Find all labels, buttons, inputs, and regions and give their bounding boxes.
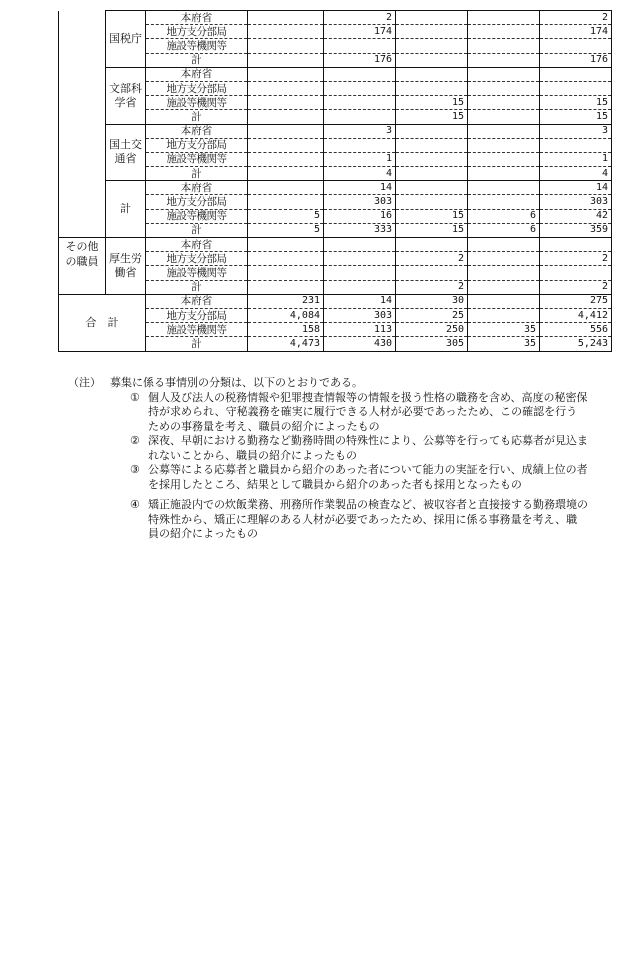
subcategory-cell: 地方支分部局 xyxy=(146,308,248,322)
value-cell: 15 xyxy=(396,209,468,223)
value-cell: 2 xyxy=(396,280,468,294)
value-cell xyxy=(248,152,324,166)
notes-intro: 募集に係る事情別の分類は、以下のとおりである。 xyxy=(110,376,363,389)
value-cell xyxy=(248,252,324,266)
value-cell: 14 xyxy=(324,181,396,195)
value-cell: 15 xyxy=(396,96,468,110)
subcategory-cell: 地方支分部局 xyxy=(146,25,248,39)
value-cell: 231 xyxy=(248,294,324,308)
subcategory-cell: 施設等機関等 xyxy=(146,96,248,110)
value-cell: 4,084 xyxy=(248,308,324,322)
value-cell: 3 xyxy=(324,124,396,138)
value-cell: 275 xyxy=(540,294,612,308)
value-cell xyxy=(248,238,324,252)
value-cell: 359 xyxy=(540,223,612,237)
subcategory-cell: 施設等機関等 xyxy=(146,266,248,280)
value-cell: 174 xyxy=(324,25,396,39)
value-cell xyxy=(248,138,324,152)
value-cell xyxy=(324,238,396,252)
value-cell xyxy=(248,67,324,81)
value-cell xyxy=(396,53,468,67)
table-row xyxy=(59,11,612,25)
value-cell: 2 xyxy=(540,11,612,25)
value-cell xyxy=(248,11,324,25)
value-cell: 113 xyxy=(324,323,396,337)
value-cell xyxy=(540,81,612,95)
value-cell xyxy=(396,11,468,25)
value-cell xyxy=(248,39,324,53)
value-cell: 25 xyxy=(396,308,468,322)
subcategory-cell: 地方支分部局 xyxy=(146,252,248,266)
subcategory-cell: 地方支分部局 xyxy=(146,195,248,209)
subcategory-cell: 地方支分部局 xyxy=(146,81,248,95)
value-cell: 333 xyxy=(324,223,396,237)
value-cell xyxy=(468,195,540,209)
value-cell xyxy=(468,110,540,124)
subcategory-cell: 計 xyxy=(146,223,248,237)
subcategory-cell: 本府省 xyxy=(146,11,248,25)
value-cell xyxy=(468,96,540,110)
value-cell xyxy=(396,238,468,252)
value-cell: 176 xyxy=(324,53,396,67)
value-cell: 5,243 xyxy=(540,337,612,351)
value-cell: 14 xyxy=(324,294,396,308)
value-cell: 14 xyxy=(540,181,612,195)
subcategory-cell: 施設等機関等 xyxy=(146,39,248,53)
subcategory-cell: 本府省 xyxy=(146,67,248,81)
value-cell xyxy=(468,81,540,95)
value-cell xyxy=(248,195,324,209)
value-cell xyxy=(468,181,540,195)
value-cell xyxy=(540,39,612,53)
value-cell: 2 xyxy=(540,252,612,266)
value-cell: 15 xyxy=(396,223,468,237)
note-text: 個人及び法人の税務情報や犯罪捜査情報等の情報を扱う性格の職務を含め、高度の秘密保持が求められ、守秘義務を確実に履行できる人材が必要であったため、この確認を行うための事務量を考え、職員の紹介によったもの xyxy=(148,390,588,433)
notes-section xyxy=(68,376,588,542)
value-cell xyxy=(468,53,540,67)
value-cell: 5 xyxy=(248,209,324,223)
value-cell xyxy=(396,81,468,95)
value-cell xyxy=(248,53,324,67)
note-item xyxy=(130,391,588,435)
value-cell xyxy=(468,294,540,308)
value-cell: 42 xyxy=(540,209,612,223)
value-cell: 4,412 xyxy=(540,308,612,322)
value-cell xyxy=(324,280,396,294)
value-cell xyxy=(468,124,540,138)
value-cell: 176 xyxy=(540,53,612,67)
table-row xyxy=(59,238,612,252)
value-cell xyxy=(248,124,324,138)
value-cell: 303 xyxy=(324,308,396,322)
note-marker: ④ xyxy=(130,498,140,511)
value-cell: 15 xyxy=(540,110,612,124)
value-cell: 16 xyxy=(324,209,396,223)
value-cell: 2 xyxy=(396,252,468,266)
ministry-cell: 文部科学省 xyxy=(106,67,146,124)
value-cell xyxy=(468,11,540,25)
value-cell: 6 xyxy=(468,223,540,237)
value-cell xyxy=(248,25,324,39)
value-cell xyxy=(396,138,468,152)
value-cell xyxy=(396,67,468,81)
subcategory-cell: 施設等機関等 xyxy=(146,209,248,223)
subcategory-cell: 計 xyxy=(146,167,248,181)
value-cell xyxy=(248,81,324,95)
value-cell: 30 xyxy=(396,294,468,308)
value-cell xyxy=(540,138,612,152)
note-text: 矯正施設内での炊飯業務、刑務所作業製品の検査など、被収容者と直接接する勤務環境の特殊性から、矯正に理解のある人材が必要であったため、採用に係る事務量を考え、職員の紹介によったもの xyxy=(148,498,588,540)
note-marker: ① xyxy=(130,390,140,404)
subcategory-cell: 計 xyxy=(146,337,248,351)
value-cell: 305 xyxy=(396,337,468,351)
value-cell xyxy=(324,39,396,53)
ministry-cell: 国土交通省 xyxy=(106,124,146,181)
value-cell: 15 xyxy=(540,96,612,110)
value-cell xyxy=(324,266,396,280)
value-cell: 1 xyxy=(540,152,612,166)
note-marker: ③ xyxy=(130,463,140,476)
note-item xyxy=(130,434,588,463)
ministry-cell: 計 xyxy=(106,181,146,238)
value-cell xyxy=(468,152,540,166)
value-cell xyxy=(324,67,396,81)
value-cell xyxy=(396,25,468,39)
value-cell xyxy=(468,138,540,152)
value-cell xyxy=(248,280,324,294)
value-cell: 35 xyxy=(468,337,540,351)
value-cell: 3 xyxy=(540,124,612,138)
value-cell: 4,473 xyxy=(248,337,324,351)
table-row xyxy=(59,67,612,81)
value-cell xyxy=(396,39,468,53)
category-cell: その他の職員 xyxy=(59,238,106,295)
category-cell: 合 計 xyxy=(59,294,146,351)
value-cell xyxy=(396,181,468,195)
value-cell xyxy=(324,96,396,110)
value-cell xyxy=(468,167,540,181)
subcategory-cell: 本府省 xyxy=(146,238,248,252)
value-cell xyxy=(248,266,324,280)
table-row xyxy=(59,181,612,195)
subcategory-cell: 計 xyxy=(146,280,248,294)
value-cell xyxy=(248,110,324,124)
subcategory-cell: 本府省 xyxy=(146,294,248,308)
value-cell: 303 xyxy=(540,195,612,209)
value-cell: 303 xyxy=(324,195,396,209)
notes-label: （注） xyxy=(68,376,101,389)
value-cell: 1 xyxy=(324,152,396,166)
value-cell xyxy=(540,67,612,81)
table-row xyxy=(59,294,612,308)
value-cell xyxy=(468,238,540,252)
ministry-cell: 国税庁 xyxy=(106,11,146,68)
value-cell: 250 xyxy=(396,323,468,337)
value-cell xyxy=(248,96,324,110)
value-cell xyxy=(468,252,540,266)
subcategory-cell: 施設等機関等 xyxy=(146,152,248,166)
value-cell: 174 xyxy=(540,25,612,39)
value-cell: 6 xyxy=(468,209,540,223)
value-cell xyxy=(324,81,396,95)
value-cell xyxy=(324,110,396,124)
value-cell: 430 xyxy=(324,337,396,351)
value-cell xyxy=(468,266,540,280)
notes-list xyxy=(68,391,588,542)
note-marker: ② xyxy=(130,434,140,447)
value-cell xyxy=(468,308,540,322)
subcategory-cell: 計 xyxy=(146,110,248,124)
subcategory-cell: 地方支分部局 xyxy=(146,138,248,152)
note-text: 深夜、早朝における勤務など勤務時間の特殊性により、公募等を行っても応募者が見込まれないことから、職員の紹介によったもの xyxy=(148,434,588,462)
value-cell xyxy=(324,138,396,152)
value-cell xyxy=(248,167,324,181)
value-cell xyxy=(540,238,612,252)
value-cell: 2 xyxy=(540,280,612,294)
value-cell xyxy=(248,181,324,195)
value-cell: 35 xyxy=(468,323,540,337)
value-cell xyxy=(396,124,468,138)
value-cell: 556 xyxy=(540,323,612,337)
value-cell: 2 xyxy=(324,11,396,25)
value-cell xyxy=(396,266,468,280)
value-cell: 5 xyxy=(248,223,324,237)
note-text: 公募等による応募者と職員から紹介のあった者について能力の実証を行い、成績上位の者を採用したところ、結果として職員から紹介のあった者も採用となったもの xyxy=(148,463,588,491)
table-row xyxy=(59,124,612,138)
subcategory-cell: 施設等機関等 xyxy=(146,323,248,337)
value-cell xyxy=(396,167,468,181)
note-item xyxy=(130,463,588,492)
value-cell xyxy=(468,280,540,294)
value-cell xyxy=(396,152,468,166)
value-cell xyxy=(540,266,612,280)
value-cell: 158 xyxy=(248,323,324,337)
value-cell xyxy=(468,25,540,39)
category-cell xyxy=(59,11,106,238)
value-cell xyxy=(468,67,540,81)
value-cell xyxy=(396,195,468,209)
ministry-cell: 厚生労働省 xyxy=(106,238,146,295)
value-cell: 4 xyxy=(324,167,396,181)
value-cell: 4 xyxy=(540,167,612,181)
subcategory-cell: 本府省 xyxy=(146,124,248,138)
value-cell xyxy=(324,252,396,266)
subcategory-cell: 計 xyxy=(146,53,248,67)
note-item xyxy=(130,498,588,542)
value-cell xyxy=(468,39,540,53)
value-cell: 15 xyxy=(396,110,468,124)
subcategory-cell: 本府省 xyxy=(146,181,248,195)
statistics-table xyxy=(58,10,612,352)
